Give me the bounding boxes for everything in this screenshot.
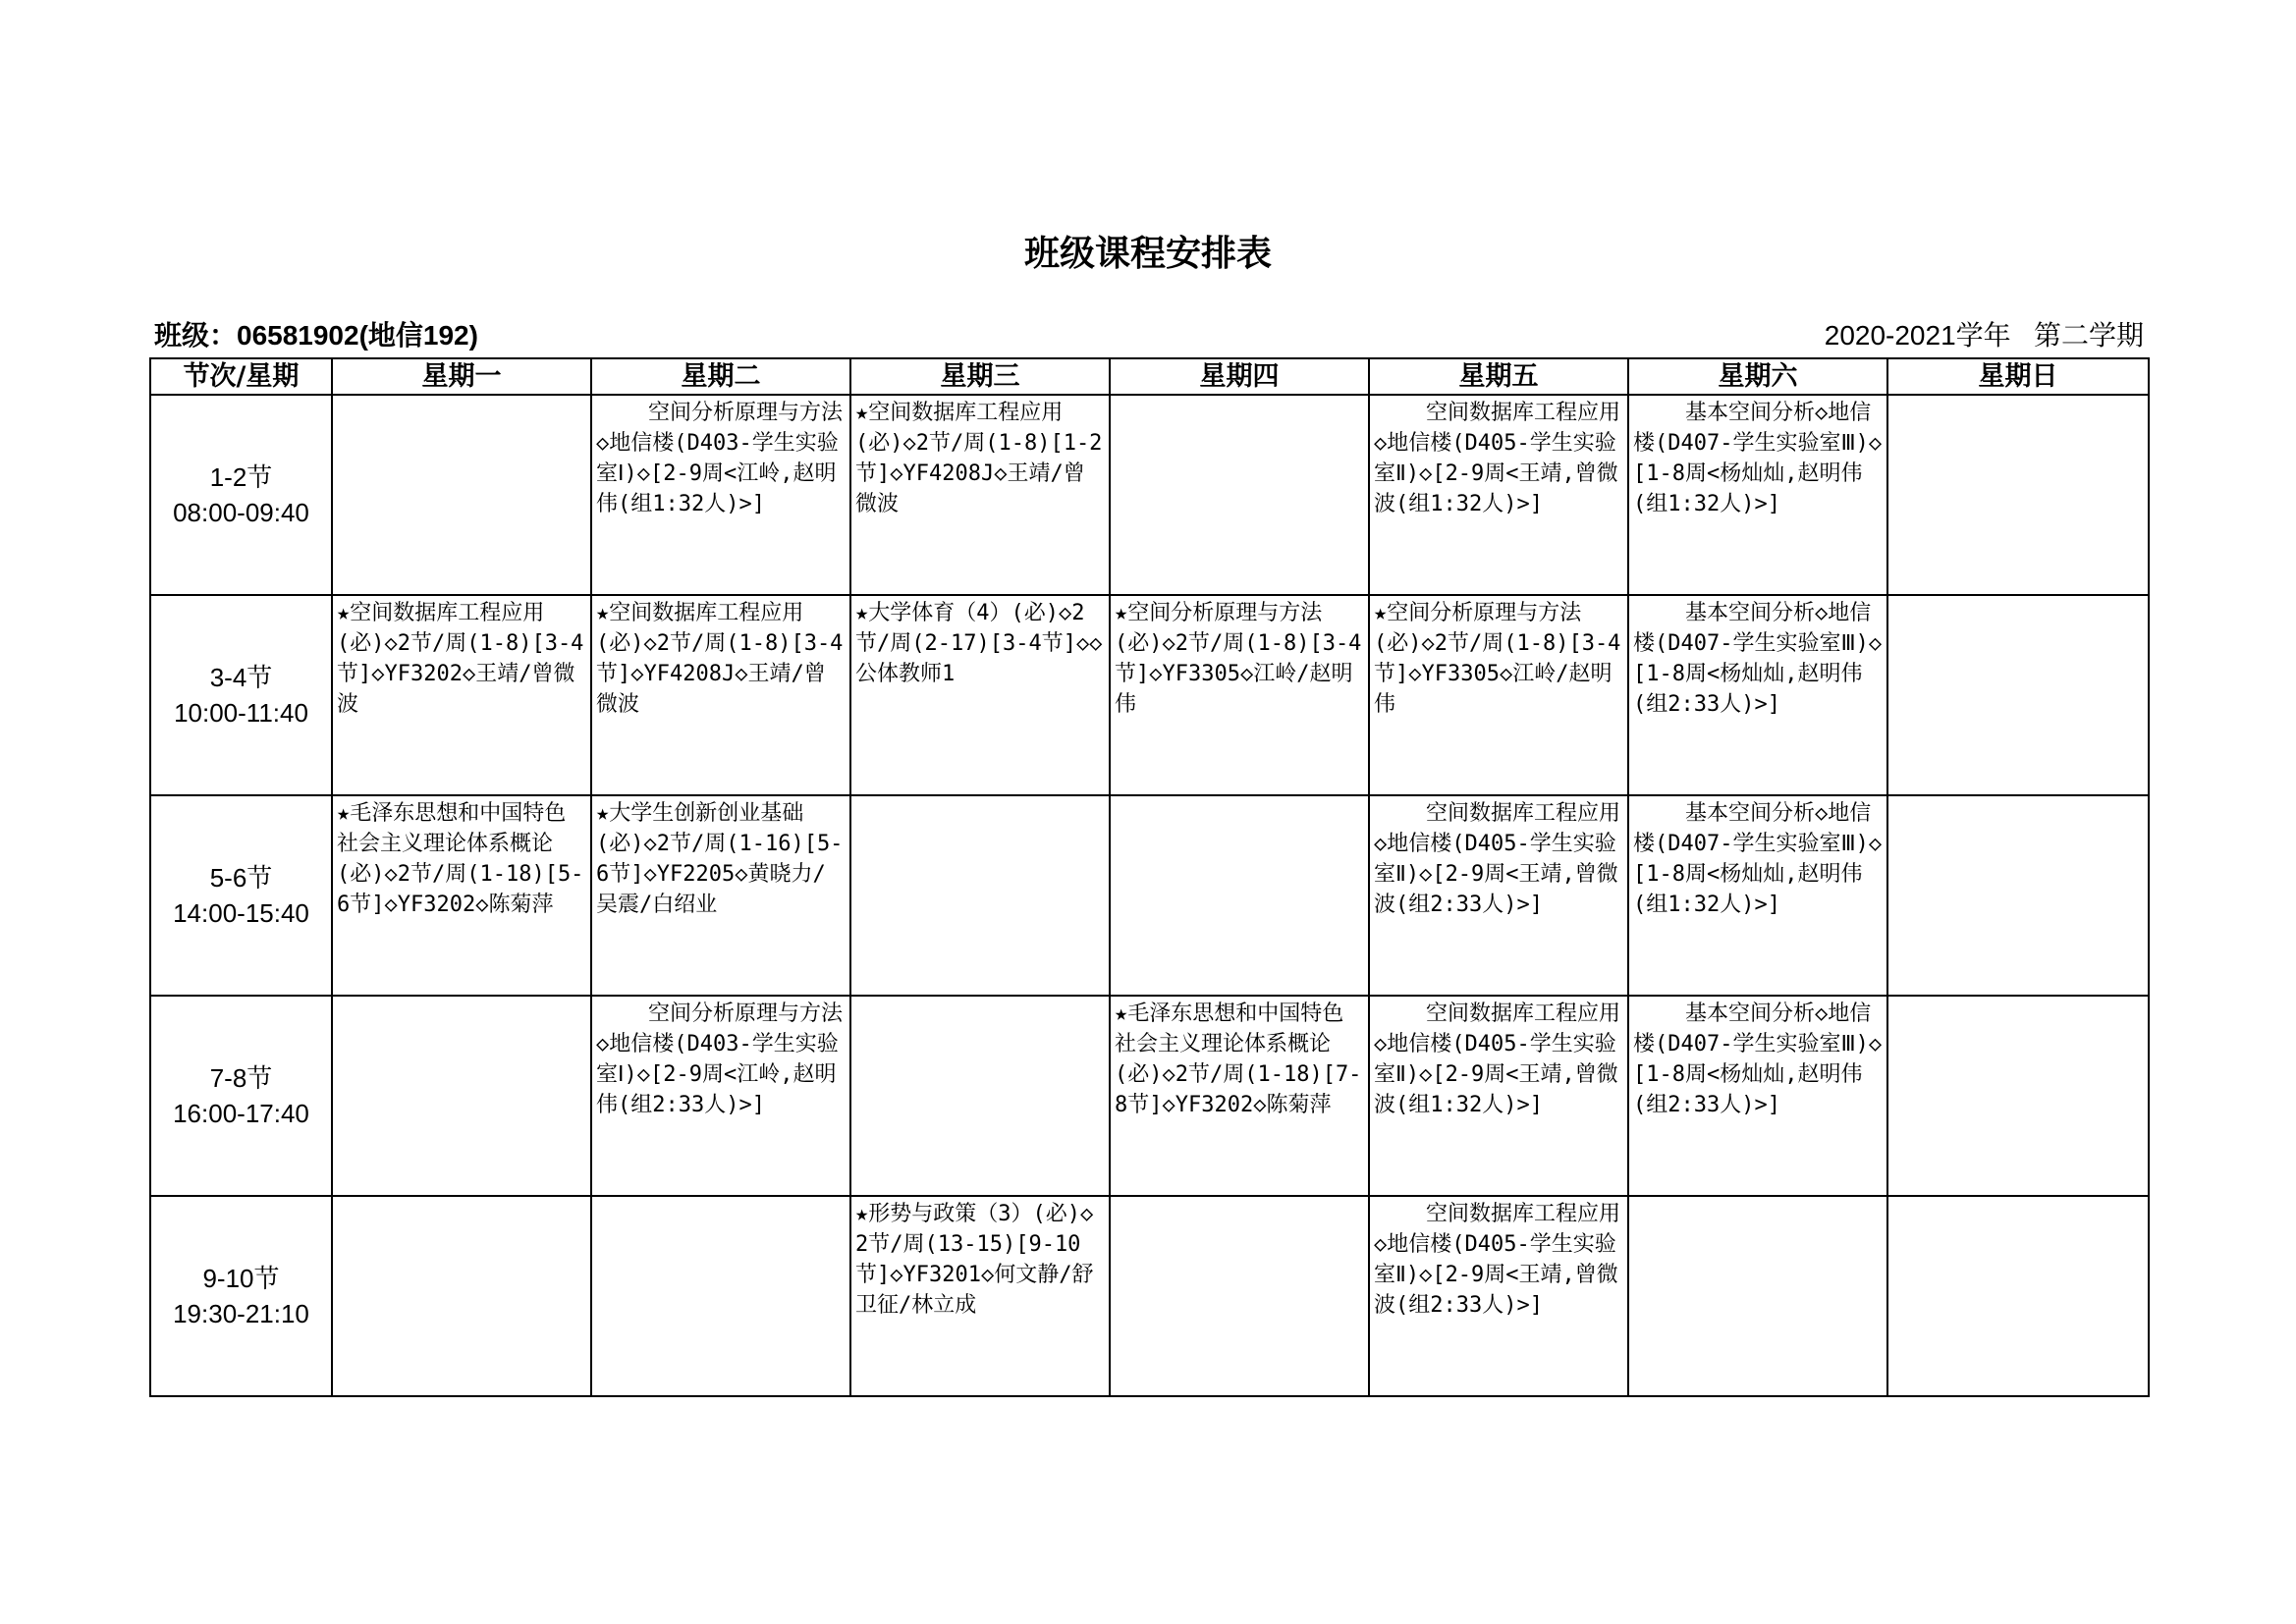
course-cell: [591, 595, 850, 795]
course-cell: [850, 1196, 1110, 1396]
schedule-table: [149, 357, 2150, 1397]
course-text: 基本空间分析◇地信楼(D407-学生实验室Ⅲ)◇[1-8周<杨灿灿,赵明伟(组2:33人)>]: [1633, 601, 1883, 717]
course-text: [592, 1197, 849, 1199]
course-text: [851, 997, 1109, 999]
course-text: 空间分析原理与方法◇地信楼(D403-学生实验室Ⅰ)◇[2-9周<江岭,赵明伟(组2:33人)>]: [596, 1001, 843, 1117]
course-cell: [1110, 595, 1369, 795]
course-cell: [591, 1196, 850, 1396]
course-text: [1111, 796, 1368, 798]
term-label: 2020-2021学年 第二学期: [1824, 320, 2144, 351]
header-wednesday: 星期三: [850, 358, 1110, 395]
course-text: 基本空间分析◇地信楼(D407-学生实验室Ⅲ)◇[1-8周<杨灿灿,赵明伟(组1:32人)>]: [1633, 401, 1883, 516]
course-cell: [850, 795, 1110, 996]
course-cell: [1110, 795, 1369, 996]
period-time: 16:00-17:40: [173, 1099, 309, 1128]
period-cell: [150, 595, 332, 795]
table-row: [150, 795, 2149, 996]
course-text: ★大学体育（4）(必)◇2节/周(2-17)[3-4节]◇◇公体教师1: [855, 601, 1103, 686]
course-text: ★毛泽东思想和中国特色社会主义理论体系概论(必)◇2节/周(1-18)[5-6节]◇YF3202◇陈菊萍: [337, 801, 584, 917]
course-cell: [850, 595, 1110, 795]
course-text: ★空间数据库工程应用(必)◇2节/周(1-8)[1-2节]◇YF4208J◇王靖/曾微波: [855, 401, 1103, 516]
course-text: 空间数据库工程应用◇地信楼(D405-学生实验室Ⅱ)◇[2-9周<王靖,曾微波(组1:32人)>]: [1374, 401, 1620, 516]
course-cell: [1110, 996, 1369, 1196]
course-cell: [1369, 996, 1628, 1196]
period-time: 14:00-15:40: [173, 898, 309, 928]
course-text: [1888, 1197, 2148, 1199]
course-text: [1888, 596, 2148, 598]
period-cell: [150, 395, 332, 595]
course-text: ★毛泽东思想和中国特色社会主义理论体系概论(必)◇2节/周(1-18)[7-8节]◇YF3202◇陈菊萍: [1115, 1001, 1362, 1117]
course-cell: [332, 595, 591, 795]
class-label: 班级：06581902(地信192): [154, 320, 478, 351]
header-saturday: 星期六: [1628, 358, 1887, 395]
course-cell: [1887, 996, 2149, 1196]
period-cell: [150, 1196, 332, 1396]
header-tuesday: 星期二: [591, 358, 850, 395]
header-thursday: 星期四: [1110, 358, 1369, 395]
period-name: 3-4节: [209, 663, 273, 692]
course-text: [333, 396, 590, 398]
course-text: ★空间分析原理与方法(必)◇2节/周(1-8)[3-4节]◇YF3305◇江岭/赵明伟: [1374, 601, 1621, 717]
period-name: 5-6节: [209, 863, 273, 893]
course-cell: [850, 996, 1110, 1196]
course-cell: [591, 395, 850, 595]
period-time: 19:30-21:10: [173, 1299, 309, 1328]
course-text: [333, 1197, 590, 1199]
course-cell: [332, 996, 591, 1196]
course-text: [1111, 1197, 1368, 1199]
course-text: [1111, 396, 1368, 398]
header-period: 节次/星期: [150, 358, 332, 395]
course-cell: [1887, 595, 2149, 795]
period-name: 1-2节: [209, 462, 273, 492]
course-cell: [1369, 1196, 1628, 1396]
course-cell: [1110, 1196, 1369, 1396]
course-text: 空间分析原理与方法◇地信楼(D403-学生实验室Ⅰ)◇[2-9周<江岭,赵明伟(组1:32人)>]: [596, 401, 843, 516]
period-cell: [150, 996, 332, 1196]
course-cell: [1887, 1196, 2149, 1396]
header-sunday: 星期日: [1887, 358, 2149, 395]
course-cell: [1110, 395, 1369, 595]
period-time: 10:00-11:40: [174, 698, 308, 728]
course-text: 基本空间分析◇地信楼(D407-学生实验室Ⅲ)◇[1-8周<杨灿灿,赵明伟(组2:33人)>]: [1633, 1001, 1883, 1117]
table-row: [150, 595, 2149, 795]
course-text: [851, 796, 1109, 798]
course-text: ★大学生创新创业基础(必)◇2节/周(1-16)[5-6节]◇YF2205◇黄晓力/吴震/白绍业: [596, 801, 844, 917]
course-cell: [1887, 395, 2149, 595]
course-cell: [1369, 795, 1628, 996]
page-title: 班级课程安排表: [1023, 234, 1272, 274]
table-row: [150, 1196, 2149, 1396]
course-text: ★空间数据库工程应用(必)◇2节/周(1-8)[3-4节]◇YF4208J◇王靖/曾微波: [596, 601, 844, 717]
course-cell: [1369, 595, 1628, 795]
course-cell: [332, 395, 591, 595]
course-cell: [1628, 996, 1887, 1196]
period-name: 7-8节: [209, 1063, 273, 1093]
course-cell: [332, 795, 591, 996]
header-row: [150, 358, 2149, 395]
course-text: [1888, 796, 2148, 798]
table-row: [150, 996, 2149, 1196]
course-cell: [850, 395, 1110, 595]
course-text: 空间数据库工程应用◇地信楼(D405-学生实验室Ⅱ)◇[2-9周<王靖,曾微波(组2:33人)>]: [1374, 1202, 1620, 1318]
table-row: [150, 395, 2149, 595]
period-time: 08:00-09:40: [173, 498, 309, 527]
course-cell: [1369, 395, 1628, 595]
course-cell: [1628, 1196, 1887, 1396]
course-cell: [1887, 795, 2149, 996]
course-text: [1888, 396, 2148, 398]
header-monday: 星期一: [332, 358, 591, 395]
course-text: [333, 997, 590, 999]
course-text: ★空间数据库工程应用(必)◇2节/周(1-8)[3-4节]◇YF3202◇王靖/曾微波: [337, 601, 584, 717]
period-name: 9-10节: [202, 1264, 280, 1293]
course-cell: [332, 1196, 591, 1396]
course-cell: [1628, 595, 1887, 795]
course-text: 空间数据库工程应用◇地信楼(D405-学生实验室Ⅱ)◇[2-9周<王靖,曾微波(组1:32人)>]: [1374, 1001, 1620, 1117]
course-text: 基本空间分析◇地信楼(D407-学生实验室Ⅲ)◇[1-8周<杨灿灿,赵明伟(组1:32人)>]: [1633, 801, 1883, 917]
course-cell: [1628, 795, 1887, 996]
course-text: 空间数据库工程应用◇地信楼(D405-学生实验室Ⅱ)◇[2-9周<王靖,曾微波(组2:33人)>]: [1374, 801, 1620, 917]
course-cell: [1628, 395, 1887, 595]
course-text: ★形势与政策（3）(必)◇2节/周(13-15)[9-10节]◇YF3201◇何文静/舒卫征/林立成: [855, 1202, 1094, 1318]
course-cell: [591, 996, 850, 1196]
course-text: [1629, 1197, 1886, 1199]
course-cell: [591, 795, 850, 996]
period-cell: [150, 795, 332, 996]
header-friday: 星期五: [1369, 358, 1628, 395]
course-text: [1888, 997, 2148, 999]
course-text: ★空间分析原理与方法(必)◇2节/周(1-8)[3-4节]◇YF3305◇江岭/赵明伟: [1115, 601, 1362, 717]
